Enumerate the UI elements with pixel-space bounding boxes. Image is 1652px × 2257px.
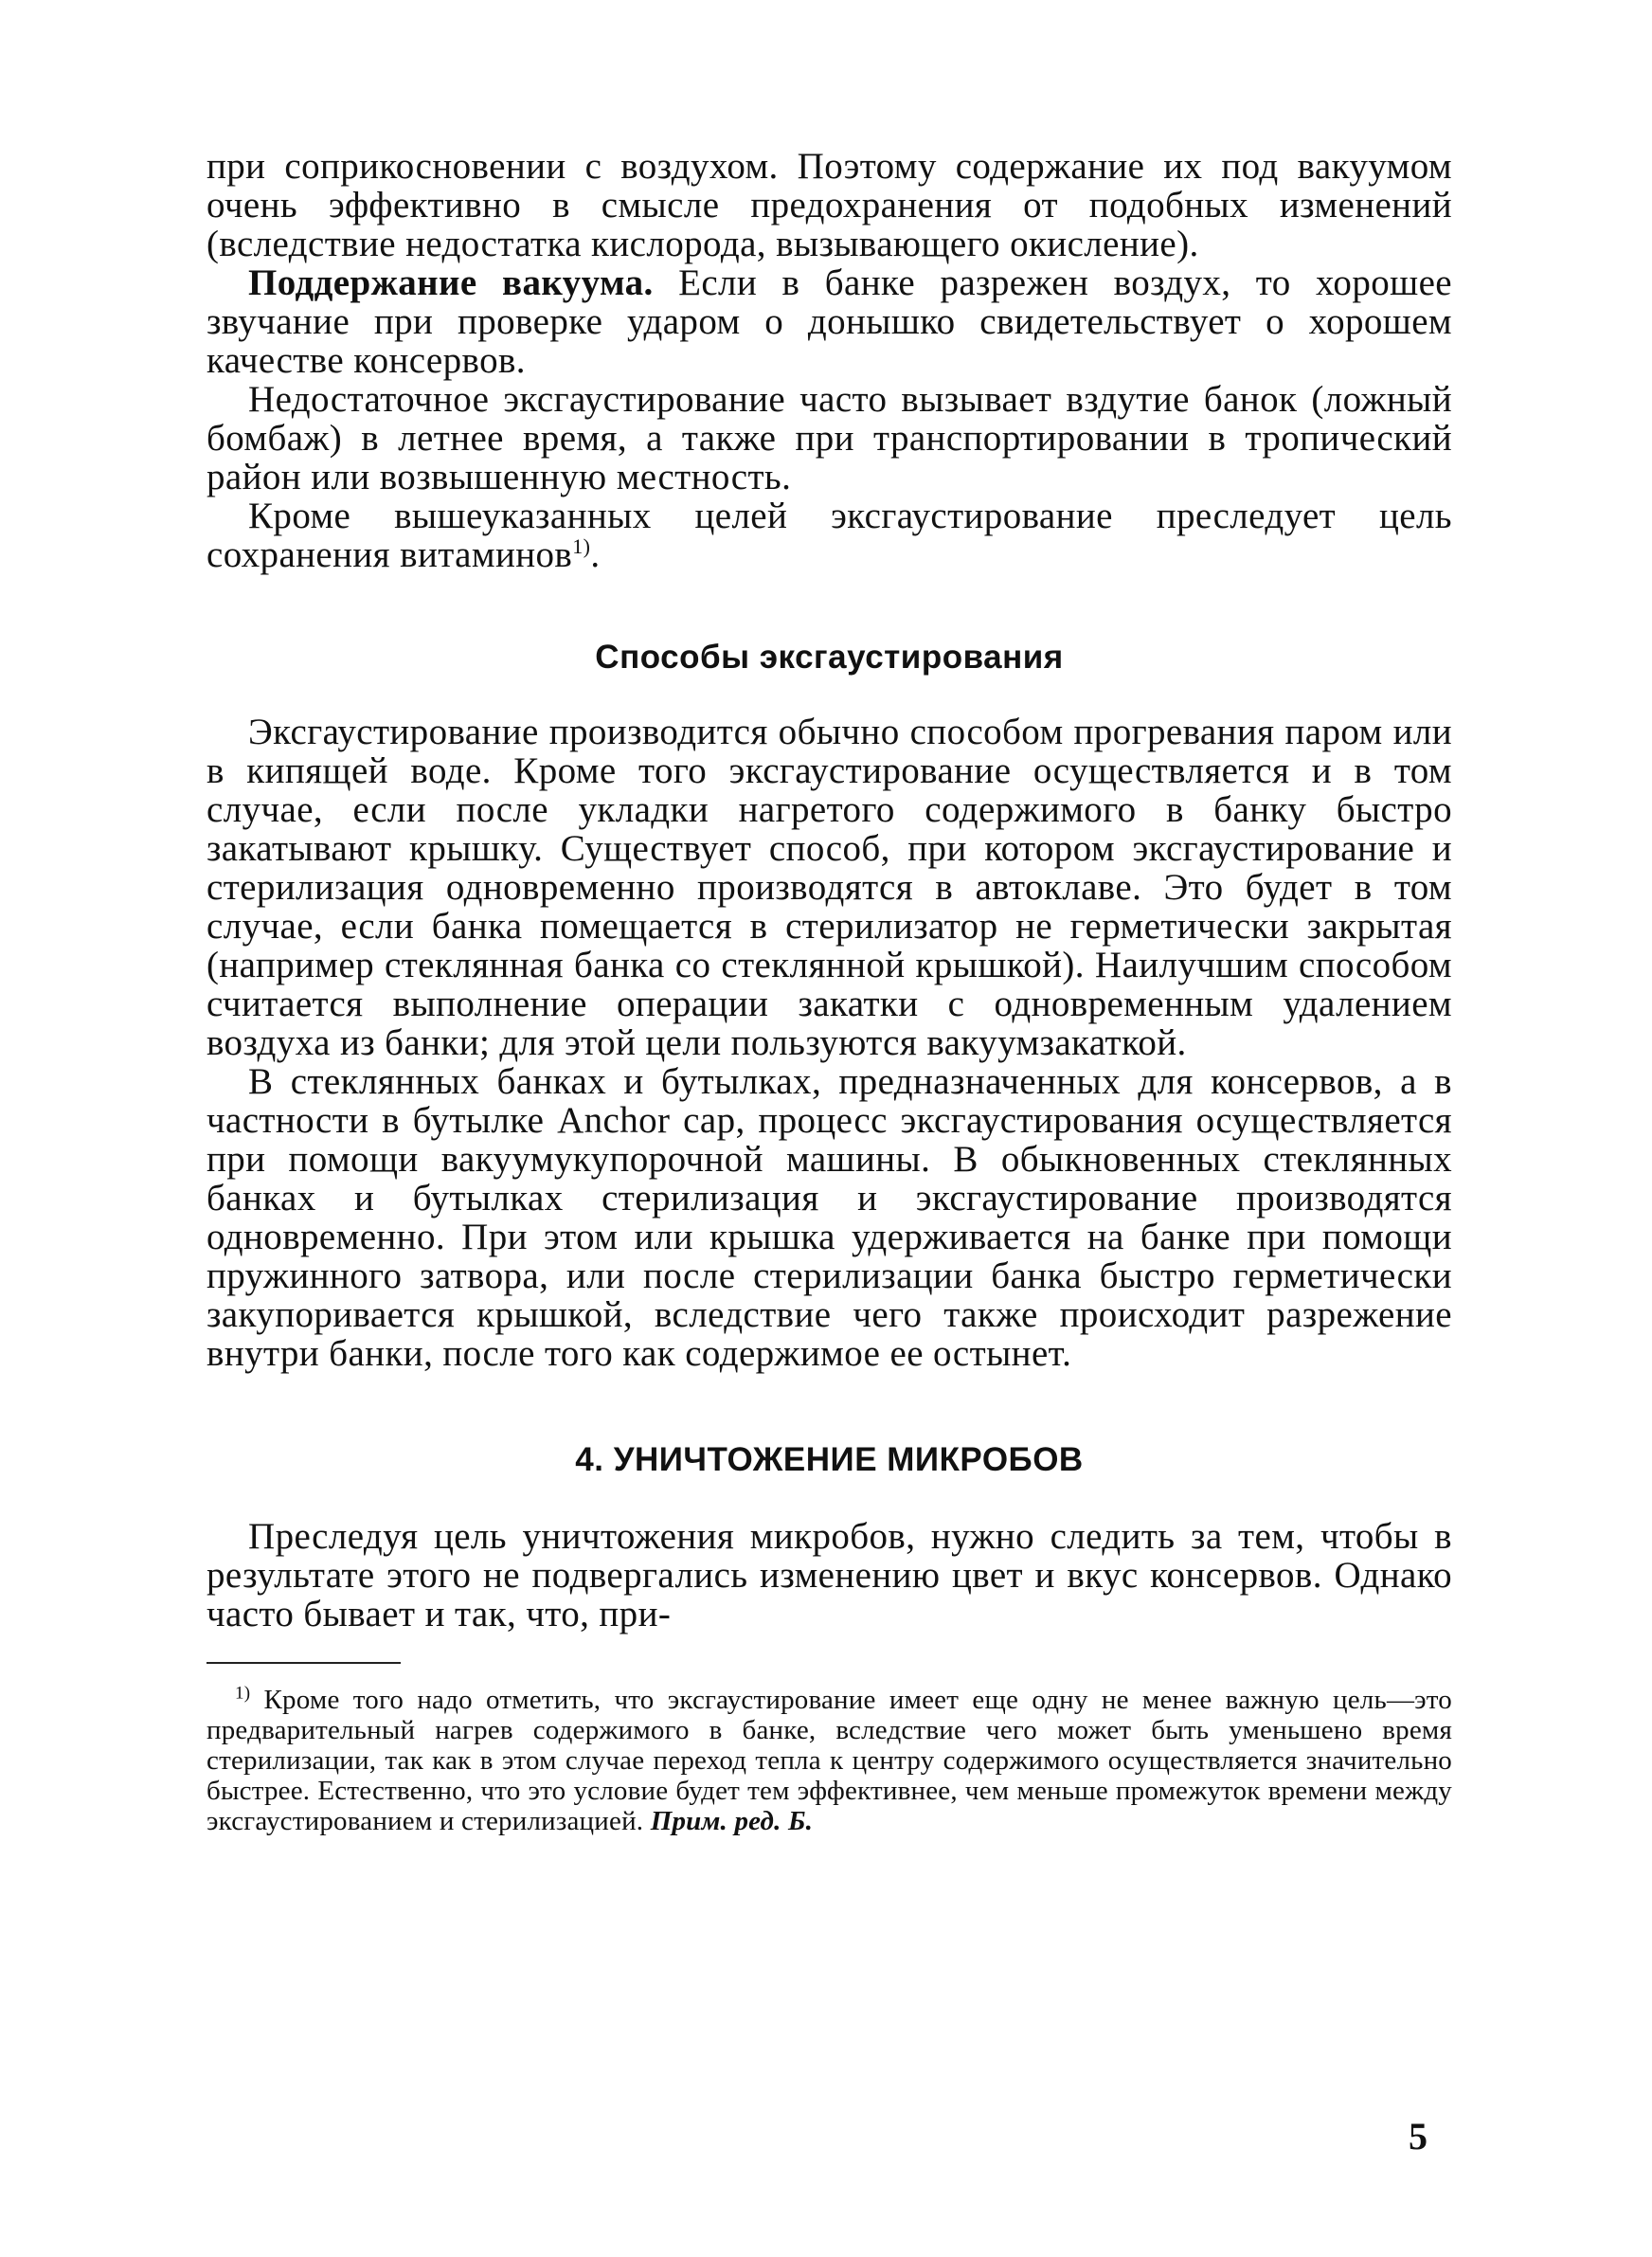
paragraph-insufficient-exhausting: Недостаточное эксгаустирование часто вызывает вздутие банок (ложный бомбаж) в летнее время, а также при транспортировании в тропический район или возвышенную местность. bbox=[206, 379, 1452, 497]
paragraph-vitamins-text: Кроме вышеуказанных целей эксгаустирование преследует цель сохранения витаминов bbox=[206, 496, 1452, 575]
page-body bbox=[206, 147, 1452, 1836]
paragraph-exhausting-methods: Эксгаустирование производится обычно способом прогревания паром или в кипящей воде. Кроме того эксгаустирование осуществляется и в том случае, если после укладки нагретого содержимого в банку быстро закатывают крышку. Существует способ, при котором эксгаустирование и стерилизация одновременно производятся в автоклаве. Это будет в том случае, если банка помещается в стерилизатор не герметически закрытая (например стеклянная банка со стеклянной крышкой). Наилучшим способом считается выполнение операции закатки с одновременным удалением воздуха из банки; для этой цели пользуются вакуумзакаткой. bbox=[206, 712, 1452, 1063]
paragraph-lead-term: Поддержание вакуума. bbox=[248, 262, 654, 303]
page-number: 5 bbox=[1409, 2115, 1428, 2158]
footnote-editor-note: Прим. ред. Б. bbox=[650, 1806, 814, 1836]
paragraph-vacuum-maintenance bbox=[206, 263, 1452, 380]
paragraph-microbe-destruction: Преследуя цель уничтожения микробов, нужно следить за тем, чтобы в результате этого не подвергались изменению цвет и вкус консервов. Однако часто бывает и так, что, при- bbox=[206, 1516, 1452, 1634]
footnote bbox=[206, 1685, 1452, 1836]
paragraph-vitamins bbox=[206, 497, 1452, 574]
paragraph-vitamins-tail: . bbox=[590, 534, 601, 575]
section-heading-exhausting-methods: Способы эксгаустирования bbox=[595, 639, 1064, 676]
footnote-marker: 1) bbox=[235, 1683, 251, 1704]
paragraph-vacuum-maintenance-text: Если в банке разрежен воздух, то хорошее звучание при проверке ударом о донышко свидетельствует о хорошем качестве консервов. bbox=[206, 262, 1452, 381]
paragraph-glass-jars: В стеклянных банках и бутылках, предназначенных для консервов, а в частности в бутылке Anchor cap, процесс эксгаустирования осуществляется при помощи вакуумукупорочной машины. В обыкновенных стеклянных банках и бутылках стерилизация и эксгаустирование производятся одновременно. При этом или крышка удерживается на банке при помощи пружинного затвора, или после стерилизации банка быстро герметически закупоривается крышкой, вследствие чего также происходит разрежение внутри банки, после того как содержимое ее остынет. bbox=[206, 1061, 1452, 1374]
footnote-divider bbox=[206, 1662, 401, 1664]
footnote-reference: 1) bbox=[572, 534, 591, 558]
footnote-text: Кроме того надо отметить, что эксгаустирование имеет еще одну не менее важную цель—это предварительный нагрев содержимого в банке, вследствие чего может быть уменьшено время стерилизации, так как в этом случае переход тепла к центру содержимого осуществляется значительно быстрее. Естественно, что это условие будет тем эффективнее, чем меньше промежуток времени между эксгаустированием и стерилизацией. bbox=[206, 1685, 1452, 1836]
section-heading-microbe-destruction: 4. УНИЧТОЖЕНИЕ МИКРОБОВ bbox=[575, 1441, 1084, 1478]
paragraph-oxidation: при соприкосновении с воздухом. Поэтому содержание их под вакуумом очень эффективно в смысле предохранения от подобных изменений (вследствие недостатка кислорода, вызывающего окисление). bbox=[206, 146, 1452, 264]
